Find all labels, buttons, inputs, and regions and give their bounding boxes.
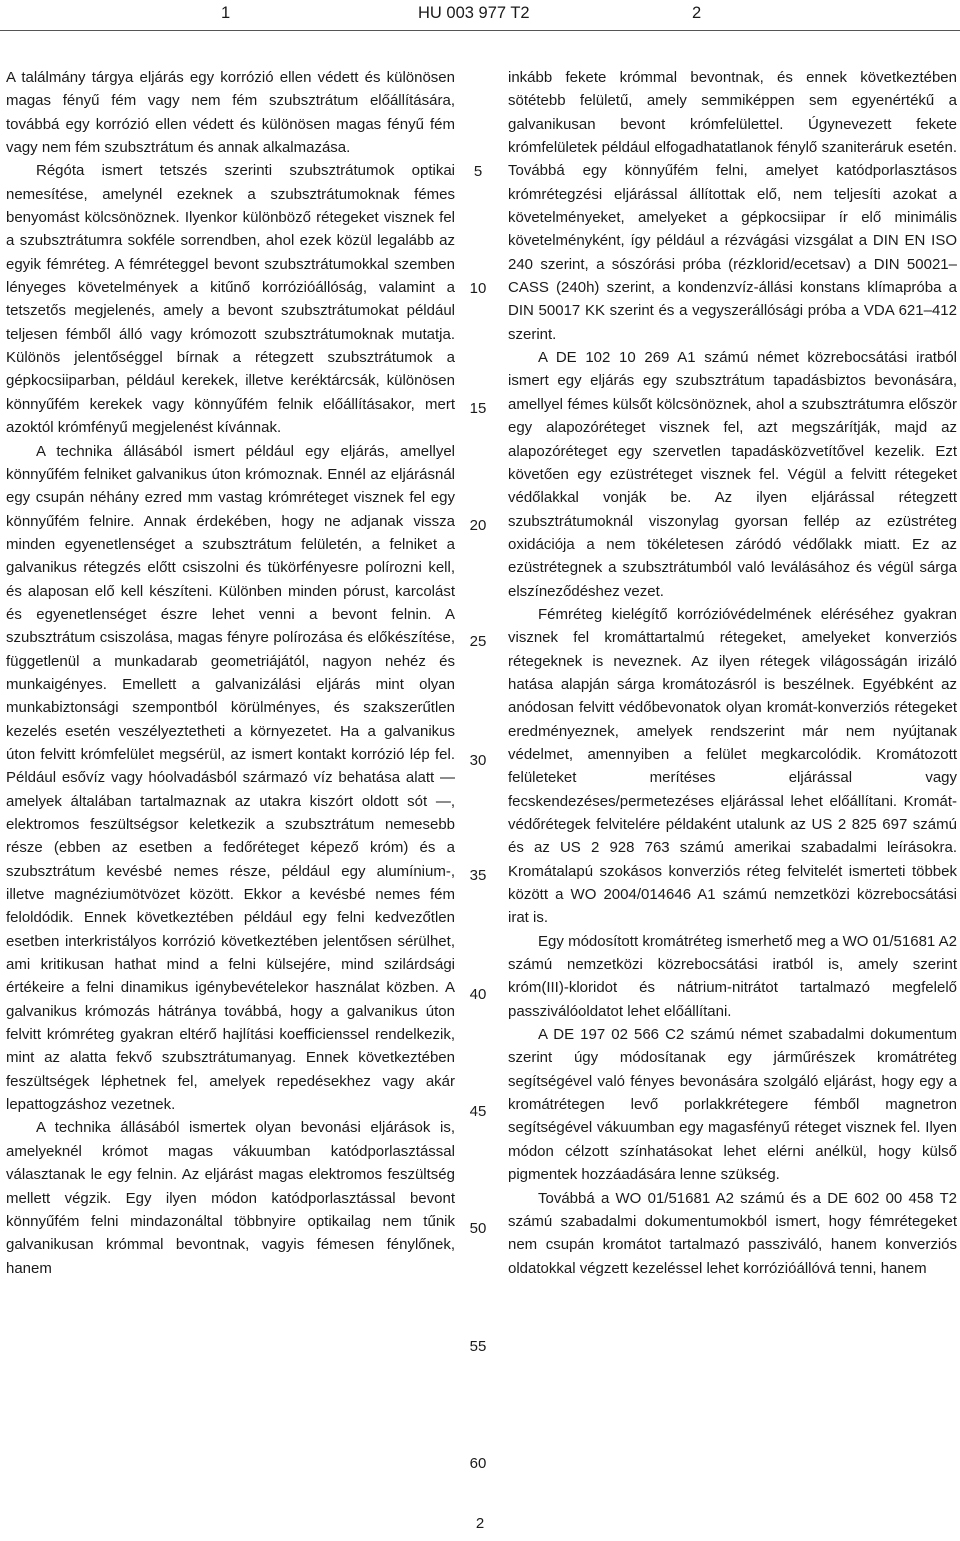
line-number-55: 55 bbox=[469, 1338, 487, 1355]
line-number-10: 10 bbox=[469, 280, 487, 297]
page-footer-number: 2 bbox=[475, 1515, 485, 1532]
line-number-40: 40 bbox=[469, 986, 487, 1003]
header-rule bbox=[0, 30, 960, 31]
right-paragraph-6: Továbbá a WO 01/51681 A2 számú és a DE 602 00 458 T2 számú szabadalmi dokumentumokból ismert, hogy fémrétegeket nem csupán kromátot tartalmazó passziváló, hanem konverziós oldatokkal végzett kezeléssel lehet korrózióállóvá tenni, hanem bbox=[508, 1189, 957, 1277]
right-paragraph-4: Egy módosított kromátréteg ismerhető meg a WO 01/51681 A2 számú nemzetközi közrebocsátási iratból is, amely szerint króm(III)-kloridot és nátrium-nitrátot tartalmazó megfelelő passziválóoldatot lehet előállítani. bbox=[508, 932, 957, 1020]
right-paragraph-1: inkább fekete krómmal bevontnak, és ennek következtében sötétebb felületű, amely semmiképpen sem egyenértékű a galvanikusan bevont krómfelülettel. Úgynevezett fekete krómfelületek például elfogadhatatlanok fénylő szaniteráruk esetén. Továbbá egy könnyűfém felni, amelyet katódporlasztásos krómrétegzési eljárással állítottak elő, nem teljesíti azokat a követelményeket, amelyeket a gépkocsiipar ír elő minimális követelményként, így például a rézvágási vizsgálat a DIN EN ISO 240 szerint, a sószórási próba (rézklorid/ecetsav) a DIN 50021–CASS (240h) szerint, a kondenzvíz-állási konstans klímapróba a DIN 50017 KK szerint és a vegyszerállósági próba a VDA 621–412 szerint. bbox=[508, 69, 957, 343]
line-number-60: 60 bbox=[469, 1455, 487, 1472]
left-page-number: 1 bbox=[221, 4, 231, 22]
line-number-50: 50 bbox=[469, 1220, 487, 1237]
page-header bbox=[0, 4, 960, 28]
line-number-30: 30 bbox=[469, 752, 487, 769]
left-paragraph-2: Régóta ismert tetszés szerinti szubsztrátumok optikai nemesítése, amelynél ezeknek a szubsztrátumoknak fémes benyomást kölcsönöznek. Ilyenkor különböző rétegeket visznek fel a szubsztrátumra sokféle sorrendben, ahol ezek közül legalább az egyik fémréteg. A fémréteggel bevont szubsztrátumokkal szemben lényeges követelmények a kitűnő korrózióállóság, valamint a tetszetős megjelenés, amely a bevont szubsztrátumokat például teljesen fémből álló vagy krómozott szubsztrátumoknak mutatja. Különös jelentőséggel bírnak a rétegzett szubsztrátumok a gépkocsiiparban, például kerekek, illetve keréktárcsák, különösen könnyűfém kerekek vagy könnyűfém felnik előállításakor, mert azoktól krómfényű megjelenést kívánnak. bbox=[6, 162, 455, 437]
right-column bbox=[508, 66, 957, 1490]
line-number-5: 5 bbox=[473, 163, 483, 180]
left-paragraph-4: A technika állásából ismertek olyan bevonási eljárások is, amelyeknél krómot magas vákuumban katódporlasztással választanak le egy felnin. Az eljárást magas elektromos feszültség mellett végzik. Egy ilyen módon katódporlasztással bevont könnyűfém felni mindazonáltal többnyire optikailag nem tűnik galvanikusan krómmal bevontnak, vagyis fémesen fénylőnek, hanem bbox=[6, 1119, 455, 1277]
right-page-number: 2 bbox=[692, 4, 702, 22]
line-number-25: 25 bbox=[469, 633, 487, 650]
right-paragraph-5: A DE 197 02 566 C2 számú német szabadalmi dokumentum szerint úgy módosítanak egy járműrészek kromátréteg segítségével való fényes bevonására szolgáló eljárást, hogy egy a kromátrétegen levő porlakkrétegere fémből magnetron segítségével vákuumban egy magasfényű réteget visznek fel. Ilyen módon célzott színhatásokat lehet elérni anélkül, hogy külső pigmentek hozzáadására lenne szükség. bbox=[508, 1026, 957, 1184]
left-column bbox=[6, 66, 455, 1490]
left-paragraph-3: A technika állásából ismert például egy eljárás, amellyel könnyűfém felniket galvanikus úton krómoznak. Ennél az eljárásnál egy csupán néhány ezred mm vastag krómréteget visznek fel egy könnyűfém felnire. Annak érdekében, hogy ne adjanak vissza minden egyenetlenséget a szubsztrátum felületén, a felniket a galvanikus rétegzés előtt csiszolni és tükörfényesre polírozni kell, és alaposan elő kell készíteni. Különben minden pórust, karcolást és egyenetlenséget észre lehet venni a bevont felnin. A szubsztrátum csiszolása, magas fényre polírozása és előkészítése, függetlenül a munkadarab geometriájától, nagyon nehéz és munkaigényes. Emellett a galvanizálási eljárás mint olyan munkabiztonsági szempontból körülményes, és szakszerűtlen kezelés esetén veszélyeztetheti a környezetet. Ha a galvanikus úton felvitt krómfelület megsérül, az ismert kontakt korrózió lép fel. Például esővíz vagy hóolvadásból származó víz behatása alatt — amelyek általában tartalmaznak az utakra kiszórt oldott sót —, elektromos feszültségsor keletkezik a szubsztrátum nemesebb része (ebben az esetben a fedőréteget képező króm) és a szubsztrátum kevésbé nemes része, például egy alumínium-, illetve magnéziumötvözet között. Ekkor a kevésbé nemes fém feloldódik. Ennek következtében például egy felni kedvezőtlen esetben interkristályos korrózió következtében jelentősen sérülhet, ami kritikusan hathat mind a felni külsejére, mind szilárdsági értékeire a felni dinamikus igénybevételekor használat közben. A galvanikus krómozás hátránya továbbá, hogy a galvanikus úton felvitt krómréteg gyakran eltérő hajlítási koefficienssel rendelkezik, mint az alatta fekvő szubsztrátumanyag. Ennek következtében feszültségek léphetnek fel, amelyek repedésekhez vagy akár lepattogzáshoz vezetnek. bbox=[6, 442, 455, 1114]
left-paragraph-1: A találmány tárgya eljárás egy korrózió ellen védett és különösen magas fényű fém vagy nem fém szubsztrátum előállítására, továbbá egy korrózió ellen védett és különösen magas fényű fém vagy nem fém szubsztrátum és annak alkalmazása. bbox=[6, 69, 455, 157]
right-paragraph-2: A DE 102 10 269 A1 számú német közrebocsátási iratból ismert egy eljárás egy szubsztrátum tapadásbiztos bevonására, amellyel fémes külsőt kölcsönöznek, ahol a szubsztrátumra először egy alapozóréteget visznek fel, azt megszárítják, majd az alapozóréteget egy szervetlen tapadásközvetítővel kezelik. Ezt követően egy ezüstréteget visznek fel. Végül a felvitt rétegeket védőlakkal vonják be. Az ilyen eljárással rétegzett szubsztrátumoknál viszonylag gyorsan fellép az ezüstréteg oxidációja a nem tökéletesen záródó védőlakk miatt. Ez az ezüstrétegnek a szubsztrátumból való leválásához és végül sárga elszíneződéshez vezet. bbox=[508, 349, 957, 600]
line-number-45: 45 bbox=[469, 1103, 487, 1120]
right-paragraph-3: Fémréteg kielégítő korrózióvédelmének eléréséhez gyakran visznek fel kromáttartalmú rétegeket, amelyeket konverziós rétegeknek is neveznek. Az ilyen rétegek világosságán irizáló hatása alapján sárga kromátozásról is beszélnek. Egyébként az anódosan felvitt védőbevonatok olyan kromát-konverziós rétegeket eredményeznek, amelyek rendszerint már nem nyújtanak védelmet, amennyiben a felület megkarcolódik. Kromátozott felületeket merítéses eljárással vagy fecskendezéses/permetezéses eljárással lehet előállítani. Kromát-védőrétegek felvitelére példaként utalunk az US 2 825 697 számú és az US 2 928 763 számú amerikai szabadalmi leírásokra. Kromátalapú szokásos konverziós réteg felvitelét ismerteti többek között a WO 2004/014646 A1 számú nemzetközi közrebocsátási irat is. bbox=[508, 605, 957, 927]
line-number-15: 15 bbox=[469, 400, 487, 417]
line-number-35: 35 bbox=[469, 867, 487, 884]
line-number-20: 20 bbox=[469, 517, 487, 534]
publication-number: HU 003 977 T2 bbox=[418, 4, 530, 22]
